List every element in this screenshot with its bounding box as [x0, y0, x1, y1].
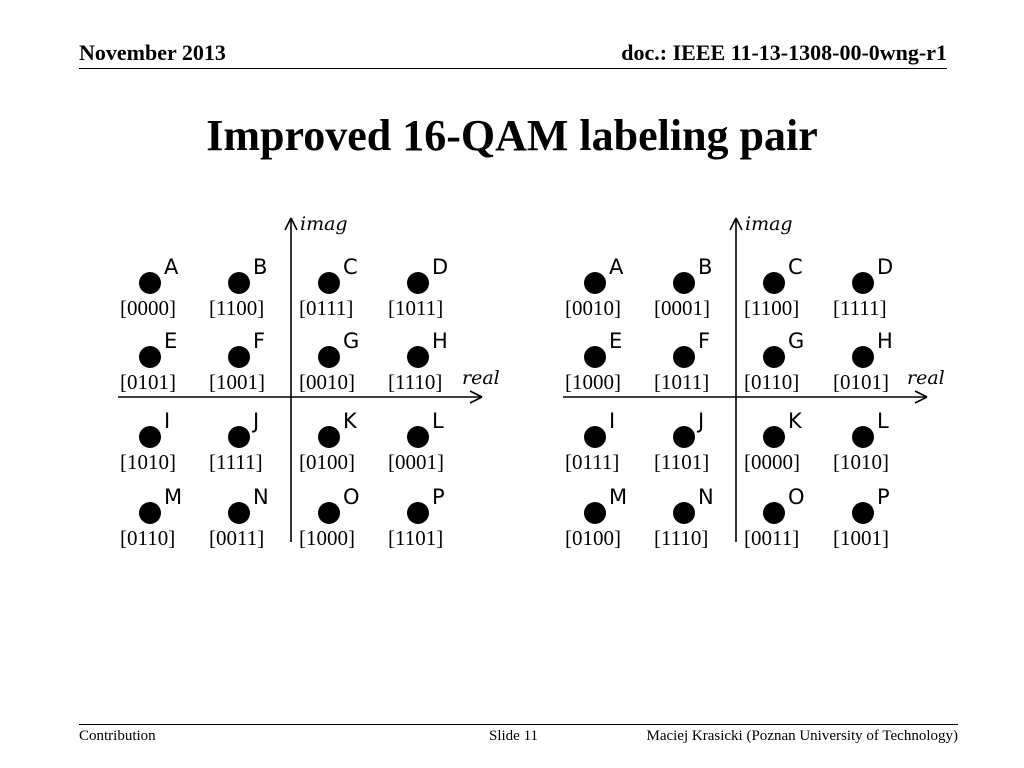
point-letter-e: E [164, 329, 178, 353]
point-code-b: [1100] [209, 296, 265, 320]
point-code-a: [0010] [565, 296, 621, 320]
footer-contribution: Contribution [79, 728, 156, 744]
point-marker-i [139, 426, 161, 448]
point-marker-a [139, 272, 161, 294]
constellation-point-e [120, 329, 177, 394]
point-marker-l [852, 426, 874, 448]
constellation-point-b [654, 255, 712, 320]
point-letter-i: I [609, 409, 616, 433]
constellation-point-g [299, 329, 359, 394]
point-code-k: [0000] [744, 450, 800, 474]
constellation-point-e [565, 329, 622, 394]
point-marker-j [673, 426, 695, 448]
point-marker-n [228, 502, 250, 524]
point-letter-p: P [432, 485, 445, 509]
point-marker-h [407, 346, 429, 368]
point-letter-g: G [788, 329, 805, 353]
header-divider [79, 68, 947, 69]
point-code-e: [1000] [565, 370, 621, 394]
point-letter-j: J [253, 409, 260, 433]
point-code-f: [1011] [654, 370, 710, 394]
header-date: November 2013 [79, 40, 226, 65]
constellation-point-d [388, 255, 448, 320]
point-marker-d [407, 272, 429, 294]
point-letter-k: K [788, 409, 802, 433]
point-marker-h [852, 346, 874, 368]
point-marker-b [673, 272, 695, 294]
point-code-c: [1100] [744, 296, 800, 320]
point-letter-h: H [877, 329, 893, 353]
real-axis-label: real [462, 367, 500, 389]
point-letter-i: I [164, 409, 171, 433]
point-code-o: [0011] [744, 526, 800, 550]
point-code-g: [0110] [744, 370, 800, 394]
point-letter-a: A [164, 255, 179, 279]
point-marker-o [763, 502, 785, 524]
point-letter-b: B [253, 255, 268, 279]
point-code-l: [0001] [388, 450, 444, 474]
point-marker-j [228, 426, 250, 448]
point-letter-f: F [698, 329, 711, 353]
point-letter-j: J [698, 409, 705, 433]
constellation-point-k [744, 409, 803, 474]
constellation-point-f [654, 329, 710, 394]
constellation-point-j [209, 409, 263, 474]
point-marker-a [584, 272, 606, 294]
constellation-point-p [833, 485, 890, 550]
point-code-b: [0001] [654, 296, 710, 320]
point-code-n: [1110] [654, 526, 709, 550]
footer-divider [79, 724, 958, 725]
constellation-point-h [388, 329, 448, 394]
point-marker-p [407, 502, 429, 524]
constellation-point-g [744, 329, 804, 394]
point-letter-c: C [788, 255, 803, 279]
constellation-point-k [299, 409, 358, 474]
point-letter-g: G [343, 329, 360, 353]
constellation-point-b [209, 255, 267, 320]
constellation-point-l [833, 409, 889, 474]
constellation-point-i [120, 409, 176, 474]
point-letter-l: L [877, 409, 889, 433]
point-marker-b [228, 272, 250, 294]
constellation-point-f [209, 329, 265, 394]
point-code-d: [1011] [388, 296, 444, 320]
point-code-m: [0100] [565, 526, 621, 550]
footer-slide-number: Slide 11 [489, 728, 539, 744]
point-letter-o: O [788, 485, 805, 509]
point-marker-n [673, 502, 695, 524]
point-marker-i [584, 426, 606, 448]
point-code-l: [1010] [833, 450, 889, 474]
point-letter-h: H [432, 329, 448, 353]
point-letter-k: K [343, 409, 357, 433]
point-code-e: [0101] [120, 370, 176, 394]
point-marker-f [228, 346, 250, 368]
point-marker-e [584, 346, 606, 368]
constellation-point-m [120, 485, 182, 550]
constellation-point-c [299, 255, 358, 320]
point-code-c: [0111] [299, 296, 354, 320]
point-code-o: [1000] [299, 526, 355, 550]
constellation-point-n [209, 485, 269, 550]
point-marker-m [139, 502, 161, 524]
point-letter-o: O [343, 485, 360, 509]
constellation-point-j [654, 409, 709, 474]
point-letter-e: E [609, 329, 623, 353]
point-marker-m [584, 502, 606, 524]
point-letter-m: M [609, 485, 628, 509]
point-code-h: [1110] [388, 370, 443, 394]
point-letter-b: B [698, 255, 713, 279]
constellation-point-c [744, 255, 803, 320]
point-marker-o [318, 502, 340, 524]
imag-axis-label: imag [300, 213, 348, 235]
point-marker-d [852, 272, 874, 294]
point-letter-p: P [877, 485, 890, 509]
point-marker-g [318, 346, 340, 368]
point-letter-d: D [432, 255, 449, 279]
point-marker-f [673, 346, 695, 368]
point-code-j: [1111] [209, 450, 263, 474]
constellation-point-o [299, 485, 360, 550]
point-marker-l [407, 426, 429, 448]
point-code-k: [0100] [299, 450, 355, 474]
imag-axis-label: imag [745, 213, 793, 235]
constellation-point-a [120, 255, 179, 320]
point-code-j: [1101] [654, 450, 710, 474]
point-letter-l: L [432, 409, 444, 433]
constellation-point-i [565, 409, 619, 474]
point-code-h: [0101] [833, 370, 889, 394]
constellation-svg-left [110, 200, 510, 560]
constellation-diagram-left [110, 200, 510, 560]
constellation-point-m [565, 485, 627, 550]
point-code-i: [0111] [565, 450, 620, 474]
point-marker-g [763, 346, 785, 368]
point-marker-c [763, 272, 785, 294]
header-doc-id: doc.: IEEE 11-13-1308-00-0wng-r1 [621, 40, 947, 65]
constellation-point-p [388, 485, 445, 550]
constellation-svg-right [555, 200, 955, 560]
point-marker-k [763, 426, 785, 448]
point-code-p: [1101] [388, 526, 444, 550]
point-code-d: [1111] [833, 296, 887, 320]
constellation-point-n [654, 485, 714, 550]
point-letter-a: A [609, 255, 624, 279]
footer-author: Maciej Krasicki (Poznan University of Technology) [646, 728, 958, 744]
point-letter-f: F [253, 329, 266, 353]
point-code-m: [0110] [120, 526, 176, 550]
point-code-i: [1010] [120, 450, 176, 474]
point-letter-n: N [253, 485, 269, 509]
point-letter-d: D [877, 255, 894, 279]
constellation-point-h [833, 329, 893, 394]
point-marker-p [852, 502, 874, 524]
point-code-a: [0000] [120, 296, 176, 320]
constellation-point-o [744, 485, 805, 550]
slide-title: Improved 16-QAM labeling pair [206, 111, 818, 160]
constellation-point-d [833, 255, 893, 320]
point-marker-k [318, 426, 340, 448]
constellation-point-l [388, 409, 444, 474]
real-axis-label: real [907, 367, 945, 389]
point-code-p: [1001] [833, 526, 889, 550]
point-marker-e [139, 346, 161, 368]
point-letter-c: C [343, 255, 358, 279]
point-code-g: [0010] [299, 370, 355, 394]
point-code-f: [1001] [209, 370, 265, 394]
constellation-point-a [565, 255, 624, 320]
constellation-diagram-right [555, 200, 955, 560]
point-code-n: [0011] [209, 526, 265, 550]
point-marker-c [318, 272, 340, 294]
point-letter-m: M [164, 485, 183, 509]
point-letter-n: N [698, 485, 714, 509]
